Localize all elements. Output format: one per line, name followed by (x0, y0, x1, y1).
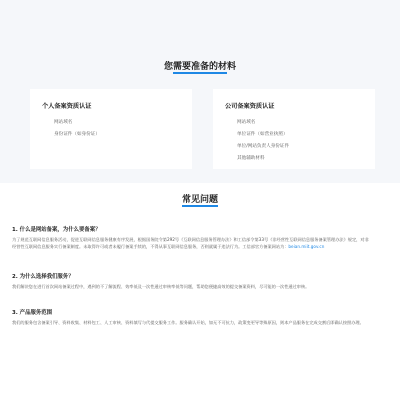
faq-title-underline (182, 205, 218, 207)
company-item: 单位证件（如营业执照） (237, 132, 288, 137)
company-card-title: 公司备案资质认证 (225, 103, 275, 110)
faq-question: 1. 什么是网站备案，为什么要备案？ (12, 227, 101, 233)
faq-question: 3. 产品服务范围 (12, 310, 53, 316)
materials-title-underline (173, 72, 227, 74)
materials-title: 您需要准备的材料 (163, 62, 236, 72)
faq-question: 2. 为什么选择我们服务？ (12, 274, 74, 280)
personal-card (30, 89, 192, 169)
faq-answer: 我们的服务包含备案引导、资料收集、材料包工、人工审核、资料填写与代提交服务工作。服务确认开始，如无不可抗力，政策变更导等殊原因，则本产品服务在完成交割后即确认按照办理。 (12, 320, 364, 325)
personal-item: 身份证件（如身份证） (54, 132, 100, 137)
faq-title: 常见问题 (181, 195, 218, 205)
company-item: 其他辅助材料 (237, 156, 265, 161)
personal-card-title: 个人备案资质认证 (42, 103, 92, 110)
company-card (213, 89, 375, 169)
materials-section (0, 0, 400, 183)
faq-answer: 我们解决您在进行首次网站备案过程中，遇到的不了解流程、效率低及一次性通过审核率低等问题，帮助您便捷高效的提交备案资料，尽可能的一次性通过审核。 (12, 284, 310, 289)
faq-answer-text: 为了规范互联网信息服务活动，促进互联网信息服务健康有序发展，根据国务院令第292号《互联网信息服务管理办法》和工信部令第33号《非经营性互联网信息服务备案管理办法》规定，对非经营性互联网信息服务实行备案制度。未取得许可或者未履行备案手续的，不得从事互联网信息服务，否则就属于违法行为。工信部官方备案网站为： (12, 237, 369, 249)
personal-item: 网站域名 (54, 120, 73, 125)
company-item: 网站域名 (237, 120, 256, 125)
company-item: 单位/网站负责人身份证件 (237, 144, 290, 149)
faq-answer (12, 236, 372, 250)
beian-link[interactable]: beian.miit.gov.cn (288, 244, 325, 249)
